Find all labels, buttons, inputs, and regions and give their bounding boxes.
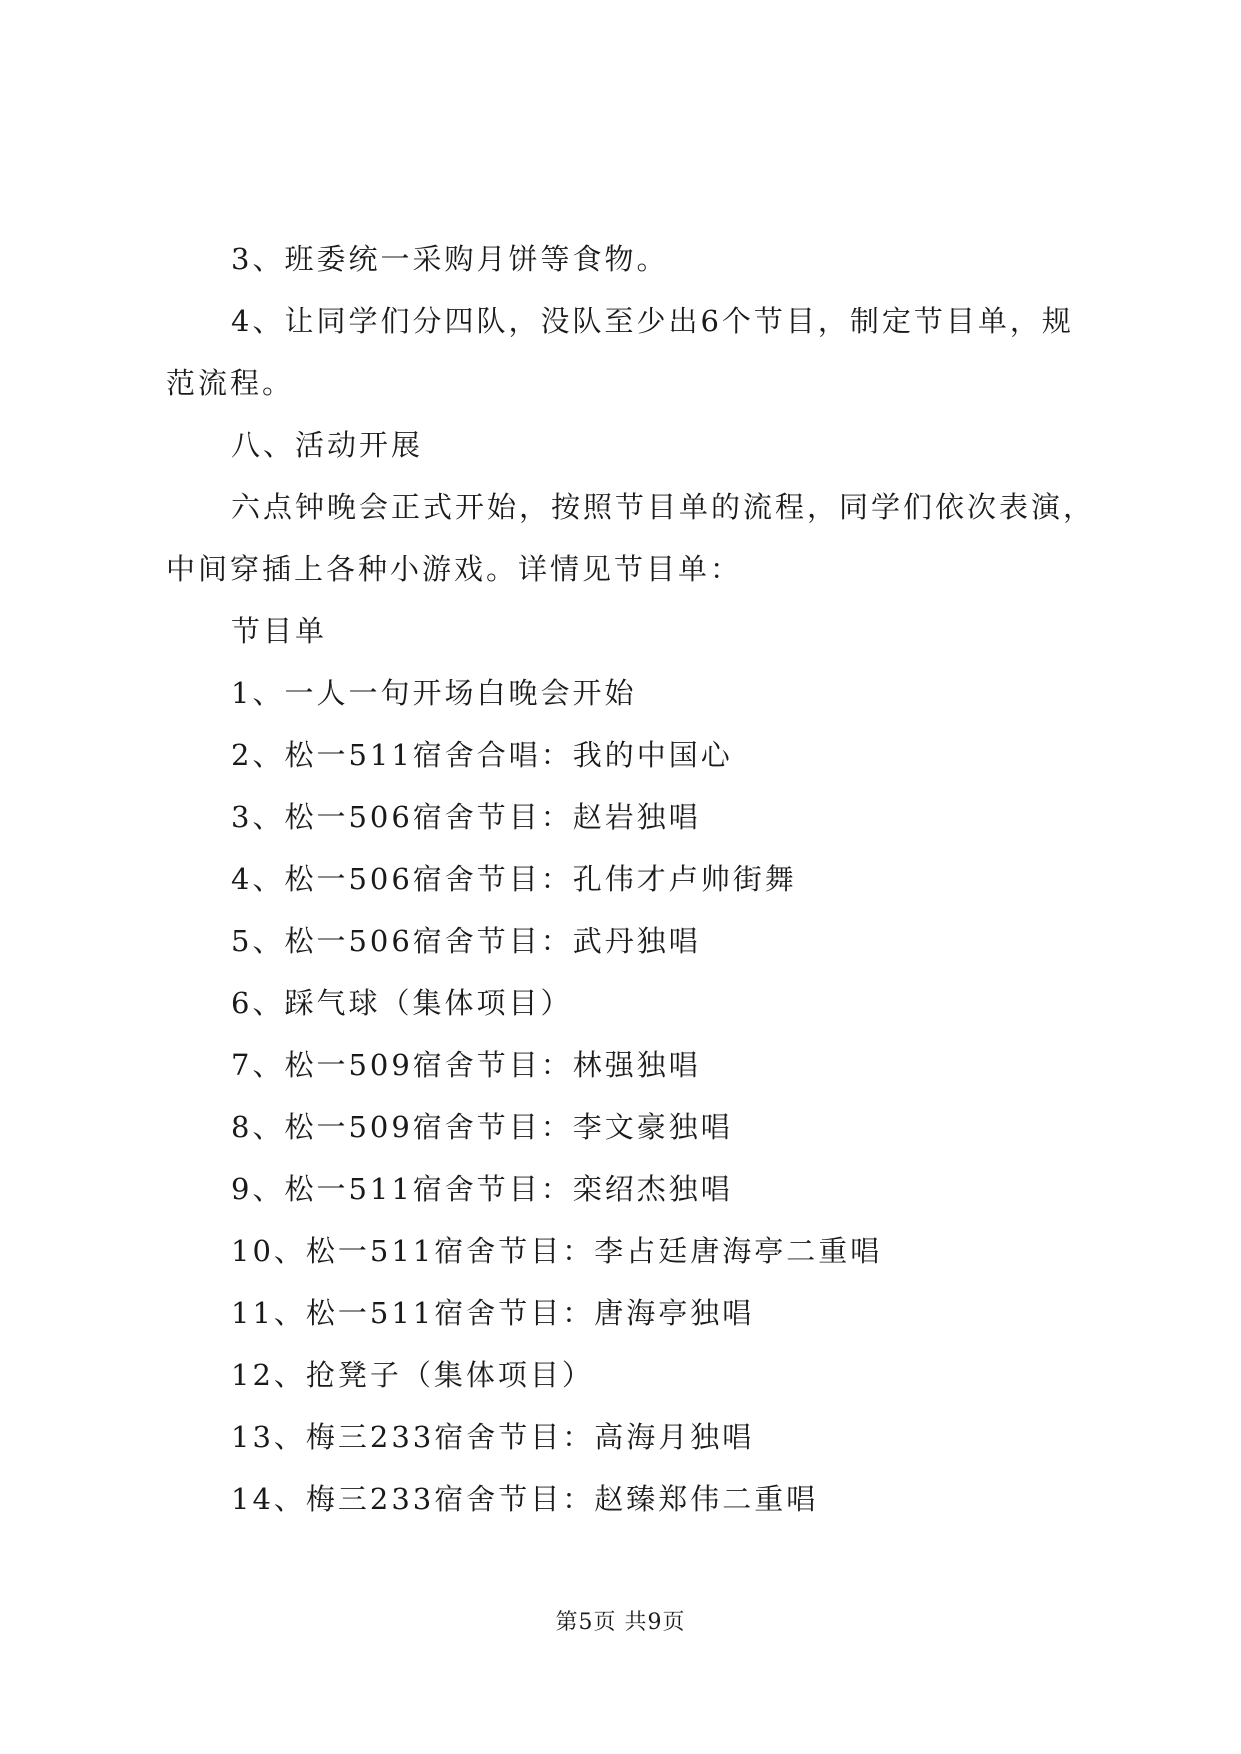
program-list-heading: 节目单	[231, 614, 328, 648]
program-item: 1、一人一句开场白晚会开始	[231, 676, 637, 710]
program-item: 14、梅三233宿舍节目：赵臻郑伟二重唱	[231, 1482, 819, 1516]
program-item: 13、梅三233宿舍节目：高海月独唱	[231, 1420, 755, 1454]
section-heading-activity: 八、活动开展	[231, 428, 424, 462]
paragraph-purchase: 3、班委统一采购月饼等食物。	[231, 242, 669, 276]
program-item: 3、松一506宿舍节目：赵岩独唱	[231, 800, 701, 834]
page-footer	[0, 1605, 1241, 1636]
document-body	[166, 228, 1096, 1530]
program-item: 11、松一511宿舍节目：唐海亭独唱	[231, 1296, 755, 1330]
program-item: 10、松一511宿舍节目：李占廷唐海亭二重唱	[231, 1234, 883, 1268]
program-item: 7、松一509宿舍节目：林强独唱	[231, 1048, 701, 1082]
paragraph-teams: 4、让同学们分四队，没队至少出6个节目，制定节目单，规范流程。	[166, 304, 1074, 400]
program-item: 12、抢凳子（集体项目）	[231, 1358, 594, 1392]
program-list	[166, 662, 1096, 1530]
program-item: 2、松一511宿舍合唱：我的中国心	[231, 738, 733, 772]
program-item: 8、松一509宿舍节目：李文豪独唱	[231, 1110, 733, 1144]
program-item: 4、松一506宿舍节目：孔伟才卢帅街舞	[231, 862, 797, 896]
paragraph-activity-description: 六点钟晚会正式开始，按照节目单的流程，同学们依次表演，中间穿插上各种小游戏。详情见节目单：	[166, 490, 1096, 586]
program-item: 9、松一511宿舍节目：栾绍杰独唱	[231, 1172, 733, 1206]
program-item: 5、松一506宿舍节目：武丹独唱	[231, 924, 701, 958]
program-item: 6、踩气球（集体项目）	[231, 986, 573, 1020]
page-number: 第5页 共9页	[555, 1610, 686, 1635]
